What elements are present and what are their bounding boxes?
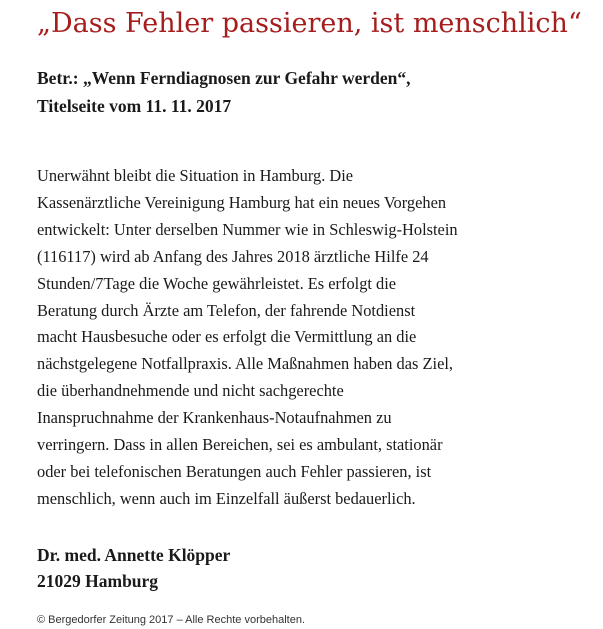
author-name: Dr. med. Annette Klöpper bbox=[37, 545, 231, 565]
author-location: 21029 Hamburg bbox=[37, 571, 159, 591]
copyright-notice: © Bergedorfer Zeitung 2017 – Alle Rechte vorbehalten. bbox=[37, 614, 305, 626]
reference-line: Betr.: „Wenn Ferndiagnosen zur Gefahr werden“, bbox=[37, 68, 411, 88]
body-line: Stunden/7Tage die Woche gewährleistet. Es erfolgt die bbox=[37, 273, 397, 293]
body-line: oder bei telefonischen Beratungen auch Fehler passieren, ist bbox=[37, 461, 432, 481]
body-line: Inanspruchnahme der Krankenhaus-Notaufnahmen zu bbox=[37, 408, 392, 428]
reference-line: Titelseite vom 11. 11. 2017 bbox=[37, 96, 232, 116]
article-headline: „Dass Fehler passieren, ist menschlich“ bbox=[37, 8, 582, 39]
body-line: Beratung durch Ärzte am Telefon, der fahrende Notdienst bbox=[37, 300, 416, 320]
body-line: macht Hausbesuche oder es erfolgt die Vermittlung an die bbox=[37, 327, 417, 347]
body-line: Kassenärztliche Vereinigung Hamburg hat ein neues Vorgehen bbox=[37, 192, 447, 212]
body-line: entwickelt: Unter derselben Nummer wie in Schleswig-Holstein bbox=[37, 219, 458, 239]
author-signature bbox=[37, 542, 230, 594]
body-line: nächstgelegene Notfallpraxis. Alle Maßnahmen haben das Ziel, bbox=[37, 354, 453, 374]
body-line: menschlich, wenn auch im Einzelfall äußerst bedauerlich. bbox=[37, 488, 416, 508]
article-reference bbox=[37, 64, 411, 120]
body-line: (116117) wird ab Anfang des Jahres 2018 ärztliche Hilfe 24 bbox=[37, 246, 429, 266]
body-line: die überhandnehmende und nicht sachgerechte bbox=[37, 381, 344, 401]
body-line: Unerwähnt bleibt die Situation in Hamburg. Die bbox=[37, 166, 354, 185]
body-line: verringern. Dass in allen Bereichen, sei es ambulant, stationär bbox=[37, 435, 443, 455]
letter-body bbox=[37, 163, 458, 513]
